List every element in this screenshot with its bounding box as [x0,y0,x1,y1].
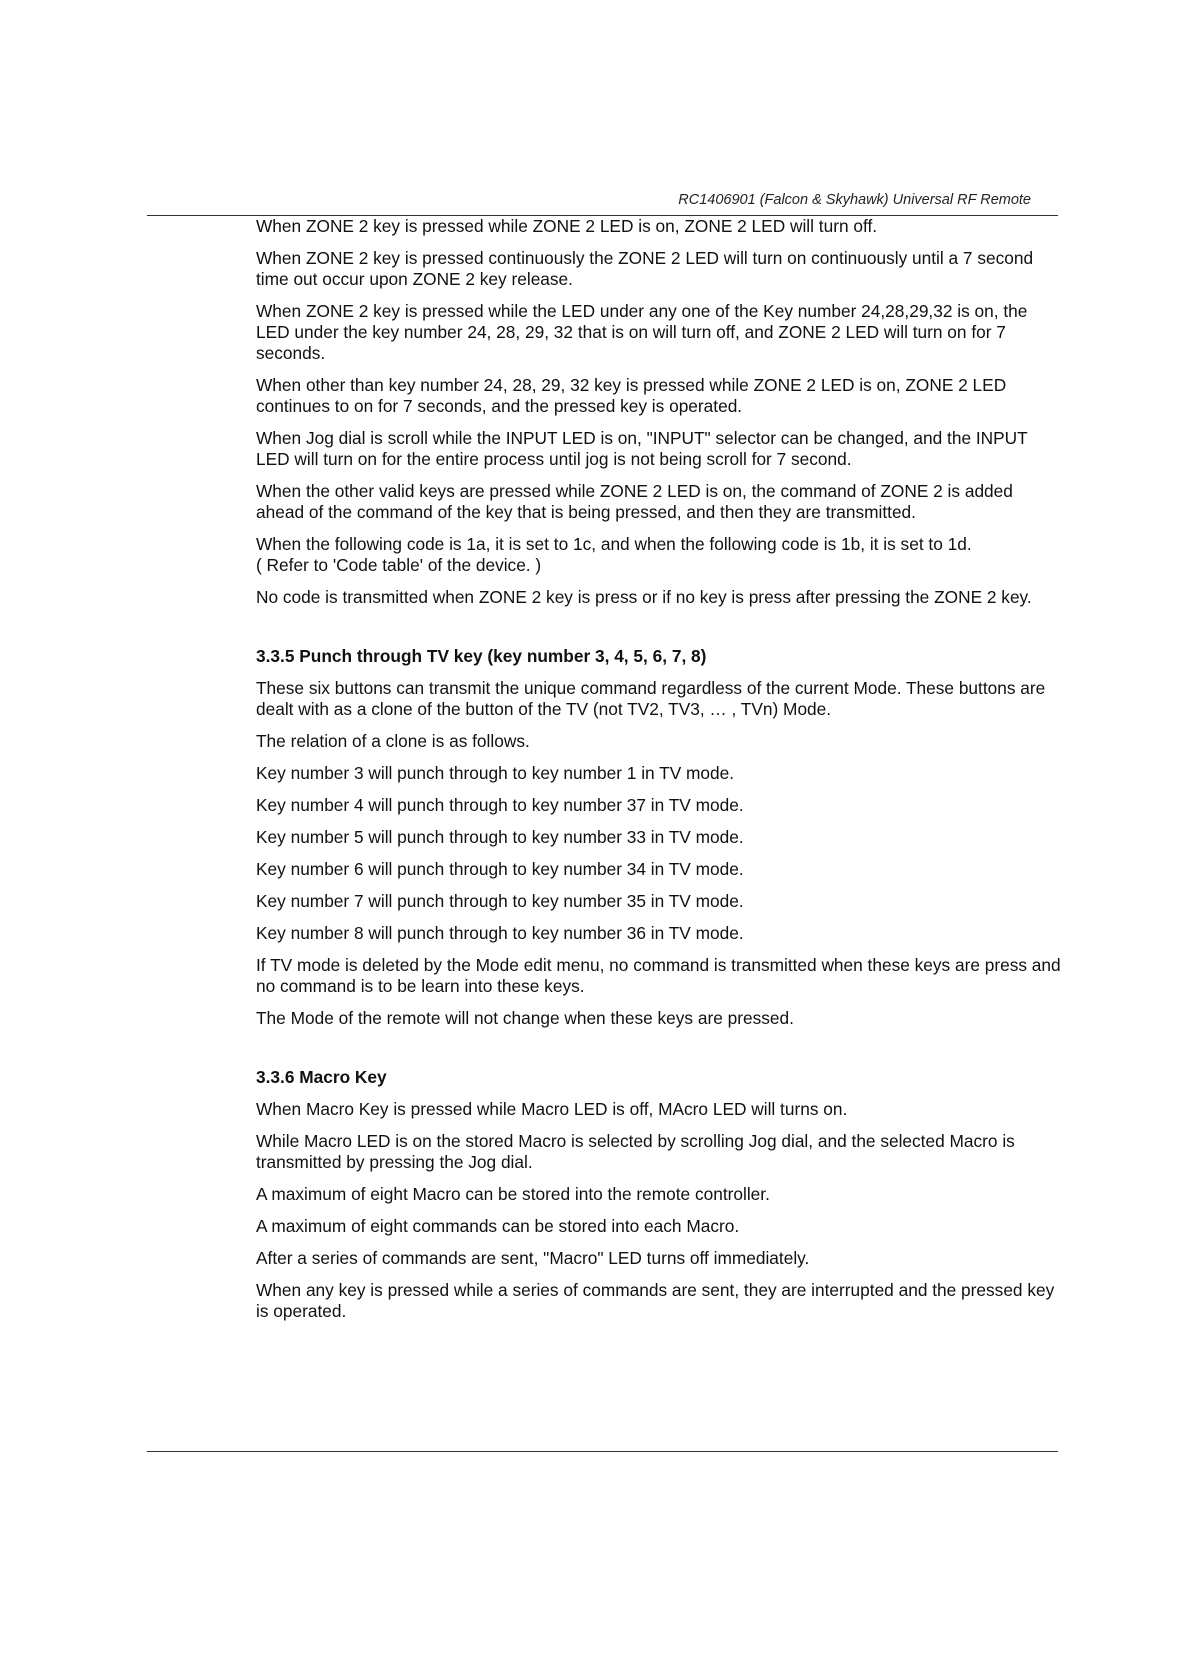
footer-rule [147,1451,1058,1452]
section-heading-macro-key: 3.3.6 Macro Key [256,1067,387,1087]
document-header-title: RC1406901 (Falcon & Skyhawk) Universal RF Remote [678,192,1031,208]
list-item: Key number 7 will punch through to key number 35 in TV mode. [256,891,744,911]
paragraph: When Macro Key is pressed while Macro LED is off, MAcro LED will turns on. [256,1099,848,1119]
paragraph: A maximum of eight Macro can be stored into the remote controller. [256,1184,770,1204]
paragraph: The Mode of the remote will not change when these keys are pressed. [256,1008,794,1028]
paragraph: If TV mode is deleted by the Mode edit menu, no command is transmitted when these keys are press and no command is to be learn into these keys. [256,955,1061,996]
paragraph: ( Refer to 'Code table' of the device. ) [256,555,542,575]
paragraph: These six buttons can transmit the unique command regardless of the current Mode. These buttons are dealt with as a clone of the button of the TV (not TV2, TV3, … , TVn) Mode. [256,678,1046,719]
paragraph: While Macro LED is on the stored Macro is selected by scrolling Jog dial, and the selected Macro is transmitted by pressing the Jog dial. [256,1131,1015,1172]
list-item: Key number 6 will punch through to key number 34 in TV mode. [256,859,744,879]
paragraph: When ZONE 2 key is pressed while the LED under any one of the Key number 24,28,29,32 is on, the LED under the key number 24, 28, 29, 32 that is on will turn off, and ZONE 2 LED will turn on for 7 seconds. [256,301,1028,363]
paragraph: When any key is pressed while a series of commands are sent, they are interrupted and the pressed key is operated. [256,1280,1055,1321]
paragraph: After a series of commands are sent, "Macro" LED turns off immediately. [256,1248,810,1268]
list-item: Key number 4 will punch through to key number 37 in TV mode. [256,795,744,815]
list-item: Key number 5 will punch through to key number 33 in TV mode. [256,827,744,847]
list-item: Key number 3 will punch through to key number 1 in TV mode. [256,763,735,783]
paragraph: The relation of a clone is as follows. [256,731,530,751]
section-gap [256,1040,1064,1067]
paragraph: A maximum of eight commands can be stored into each Macro. [256,1216,740,1236]
paragraph: When other than key number 24, 28, 29, 32 key is pressed while ZONE 2 LED is on, ZONE 2 LED continues to on for 7 seconds, and the pressed key is operated. [256,375,1007,416]
paragraph: When ZONE 2 key is pressed while ZONE 2 LED is on, ZONE 2 LED will turn off. [256,216,878,236]
paragraph: No code is transmitted when ZONE 2 key is press or if no key is press after pressing the ZONE 2 key. [256,587,1032,607]
section-heading-punch-through: 3.3.5 Punch through TV key (key number 3, 4, 5, 6, 7, 8) [256,646,707,666]
paragraph: When ZONE 2 key is pressed continuously the ZONE 2 LED will turn on continuously until a 7 second time out occur upon ZONE 2 key release. [256,248,1034,289]
paragraph: When the following code is 1a, it is set to 1c, and when the following code is 1b, it is set to 1d. [256,534,972,554]
list-item: Key number 8 will punch through to key number 36 in TV mode. [256,923,744,943]
section-gap [256,619,1064,646]
paragraph: When the other valid keys are pressed while ZONE 2 LED is on, the command of ZONE 2 is added ahead of the command of the key that is being pressed, and then they are transmitted. [256,481,1013,522]
page-body [256,216,1064,1333]
paragraph: When Jog dial is scroll while the INPUT LED is on, "INPUT" selector can be changed, and the INPUT LED will turn on for the entire process until jog is not being scroll for 7 second. [256,428,1028,469]
